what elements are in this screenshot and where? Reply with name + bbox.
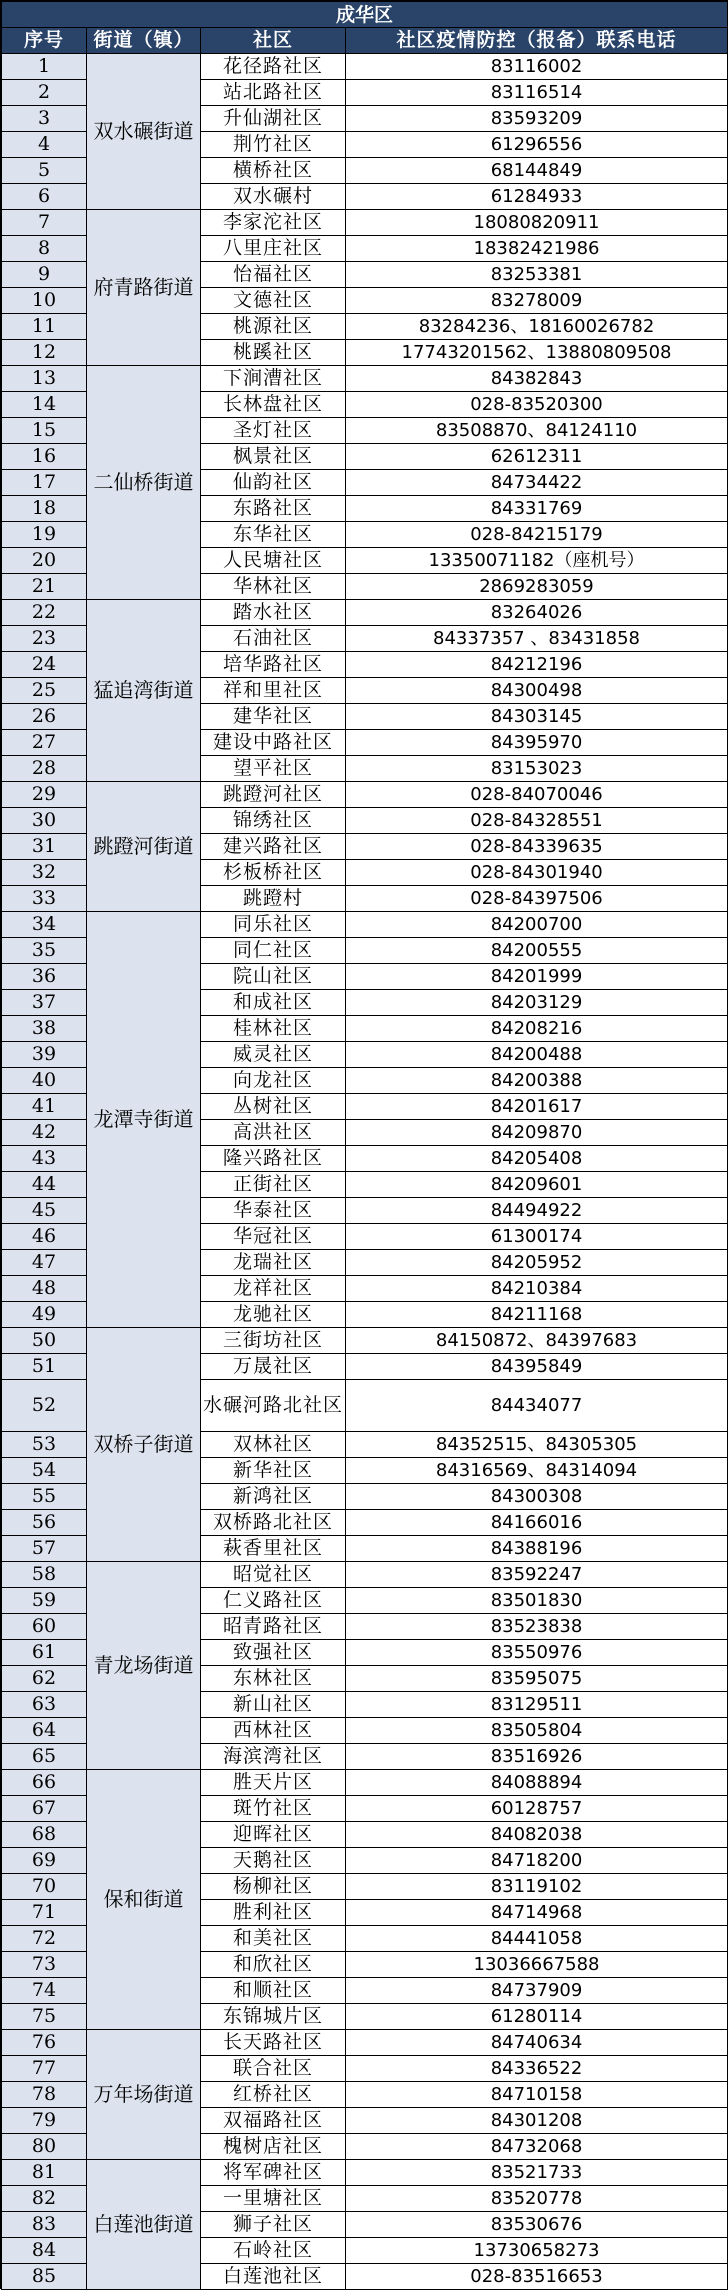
community-name: 下涧漕社区 bbox=[201, 366, 346, 392]
community-phone: 84395970 bbox=[346, 730, 728, 756]
community-phone: 83264026 bbox=[346, 600, 728, 626]
row-seq: 34 bbox=[2, 912, 87, 938]
community-name: 东华社区 bbox=[201, 522, 346, 548]
row-seq: 62 bbox=[2, 1666, 87, 1692]
community-name: 昭觉社区 bbox=[201, 1562, 346, 1588]
row-seq: 58 bbox=[2, 1562, 87, 1588]
community-phone: 2869283059 bbox=[346, 574, 728, 600]
row-seq: 5 bbox=[2, 158, 87, 184]
row-seq: 42 bbox=[2, 1120, 87, 1146]
community-name: 双水碾村 bbox=[201, 184, 346, 210]
community-name: 院山社区 bbox=[201, 964, 346, 990]
row-seq: 78 bbox=[2, 2082, 87, 2108]
community-name: 昭青路社区 bbox=[201, 1614, 346, 1640]
community-name: 枫景社区 bbox=[201, 444, 346, 470]
community-phone: 17743201562、13880809508 bbox=[346, 340, 728, 366]
community-phone: 18382421986 bbox=[346, 236, 728, 262]
community-phone: 84088894 bbox=[346, 1770, 728, 1796]
community-phone: 84303145 bbox=[346, 704, 728, 730]
row-seq: 44 bbox=[2, 1172, 87, 1198]
community-phone: 83523838 bbox=[346, 1614, 728, 1640]
community-phone: 84734422 bbox=[346, 470, 728, 496]
community-name: 龙瑞社区 bbox=[201, 1250, 346, 1276]
table-row bbox=[2, 210, 728, 236]
community-name: 致强社区 bbox=[201, 1640, 346, 1666]
row-seq: 72 bbox=[2, 1926, 87, 1952]
community-phone: 83253381 bbox=[346, 262, 728, 288]
community-name: 踏水社区 bbox=[201, 600, 346, 626]
community-name: 和欣社区 bbox=[201, 1952, 346, 1978]
community-name: 同乐社区 bbox=[201, 912, 346, 938]
table-row bbox=[2, 1562, 728, 1588]
community-name: 华林社区 bbox=[201, 574, 346, 600]
community-name: 隆兴路社区 bbox=[201, 1146, 346, 1172]
row-seq: 23 bbox=[2, 626, 87, 652]
community-name: 双林社区 bbox=[201, 1432, 346, 1458]
community-name: 怡福社区 bbox=[201, 262, 346, 288]
row-seq: 16 bbox=[2, 444, 87, 470]
row-seq: 4 bbox=[2, 132, 87, 158]
community-name: 胜利社区 bbox=[201, 1900, 346, 1926]
community-name: 正街社区 bbox=[201, 1172, 346, 1198]
community-phone: 84740634 bbox=[346, 2030, 728, 2056]
community-phone: 84200700 bbox=[346, 912, 728, 938]
community-phone: 84300498 bbox=[346, 678, 728, 704]
community-name: 胜天片区 bbox=[201, 1770, 346, 1796]
community-phone: 83153023 bbox=[346, 756, 728, 782]
community-name: 高洪社区 bbox=[201, 1120, 346, 1146]
row-seq: 21 bbox=[2, 574, 87, 600]
row-seq: 46 bbox=[2, 1224, 87, 1250]
community-name: 东路社区 bbox=[201, 496, 346, 522]
community-name: 斑竹社区 bbox=[201, 1796, 346, 1822]
community-phone-table bbox=[1, 1, 728, 2290]
community-name: 白莲池社区 bbox=[201, 2264, 346, 2290]
community-name: 长林盘社区 bbox=[201, 392, 346, 418]
row-seq: 12 bbox=[2, 340, 87, 366]
community-phone: 83530676 bbox=[346, 2212, 728, 2238]
community-phone: 84210384 bbox=[346, 1276, 728, 1302]
row-seq: 64 bbox=[2, 1718, 87, 1744]
community-phone: 028-83516653 bbox=[346, 2264, 728, 2290]
row-seq: 82 bbox=[2, 2186, 87, 2212]
header-row bbox=[2, 28, 728, 54]
row-seq: 81 bbox=[2, 2160, 87, 2186]
community-name: 跳蹬村 bbox=[201, 886, 346, 912]
community-phone: 028-84301940 bbox=[346, 860, 728, 886]
community-name: 龙祥社区 bbox=[201, 1276, 346, 1302]
table-row bbox=[2, 782, 728, 808]
table-row bbox=[2, 1328, 728, 1354]
community-phone: 028-84328551 bbox=[346, 808, 728, 834]
table-row bbox=[2, 366, 728, 392]
community-phone: 84201617 bbox=[346, 1094, 728, 1120]
community-phone: 84205952 bbox=[346, 1250, 728, 1276]
community-name: 天鹅社区 bbox=[201, 1848, 346, 1874]
community-phone: 83119102 bbox=[346, 1874, 728, 1900]
community-name: 桃蹊社区 bbox=[201, 340, 346, 366]
community-phone: 84316569、84314094 bbox=[346, 1458, 728, 1484]
community-phone: 83278009 bbox=[346, 288, 728, 314]
community-phone: 83520778 bbox=[346, 2186, 728, 2212]
row-seq: 14 bbox=[2, 392, 87, 418]
row-seq: 10 bbox=[2, 288, 87, 314]
row-seq: 75 bbox=[2, 2004, 87, 2030]
community-phone: 13350071182（座机号） bbox=[346, 548, 728, 574]
row-seq: 7 bbox=[2, 210, 87, 236]
row-seq: 11 bbox=[2, 314, 87, 340]
row-seq: 2 bbox=[2, 80, 87, 106]
row-seq: 85 bbox=[2, 2264, 87, 2290]
community-phone: 61296556 bbox=[346, 132, 728, 158]
row-seq: 71 bbox=[2, 1900, 87, 1926]
district-title: 成华区 bbox=[2, 2, 728, 28]
row-seq: 22 bbox=[2, 600, 87, 626]
header-community: 社区 bbox=[201, 28, 346, 54]
community-phone: 84300308 bbox=[346, 1484, 728, 1510]
row-seq: 20 bbox=[2, 548, 87, 574]
community-phone: 84212196 bbox=[346, 652, 728, 678]
community-name: 三街坊社区 bbox=[201, 1328, 346, 1354]
community-phone: 84150872、84397683 bbox=[346, 1328, 728, 1354]
row-seq: 36 bbox=[2, 964, 87, 990]
community-phone: 83593209 bbox=[346, 106, 728, 132]
table-row bbox=[2, 600, 728, 626]
community-name: 祥和里社区 bbox=[201, 678, 346, 704]
row-seq: 38 bbox=[2, 1016, 87, 1042]
community-phone: 83505804 bbox=[346, 1718, 728, 1744]
row-seq: 28 bbox=[2, 756, 87, 782]
community-phone: 83116514 bbox=[346, 80, 728, 106]
community-name: 桂林社区 bbox=[201, 1016, 346, 1042]
row-seq: 56 bbox=[2, 1510, 87, 1536]
row-seq: 52 bbox=[2, 1380, 87, 1432]
community-phone: 028-83520300 bbox=[346, 392, 728, 418]
row-seq: 30 bbox=[2, 808, 87, 834]
community-name: 跳蹬河社区 bbox=[201, 782, 346, 808]
table-body bbox=[2, 54, 728, 2290]
row-seq: 19 bbox=[2, 522, 87, 548]
row-seq: 31 bbox=[2, 834, 87, 860]
community-name: 槐树店社区 bbox=[201, 2134, 346, 2160]
community-phone: 83521733 bbox=[346, 2160, 728, 2186]
row-seq: 53 bbox=[2, 1432, 87, 1458]
row-seq: 18 bbox=[2, 496, 87, 522]
table-row bbox=[2, 1770, 728, 1796]
community-name: 双福路社区 bbox=[201, 2108, 346, 2134]
community-phone: 83595075 bbox=[346, 1666, 728, 1692]
row-seq: 67 bbox=[2, 1796, 87, 1822]
header-seq: 序号 bbox=[2, 28, 87, 54]
row-seq: 69 bbox=[2, 1848, 87, 1874]
row-seq: 68 bbox=[2, 1822, 87, 1848]
community-phone: 84208216 bbox=[346, 1016, 728, 1042]
community-phone: 62612311 bbox=[346, 444, 728, 470]
row-seq: 15 bbox=[2, 418, 87, 444]
community-phone: 84710158 bbox=[346, 2082, 728, 2108]
community-phone: 028-84397506 bbox=[346, 886, 728, 912]
row-seq: 37 bbox=[2, 990, 87, 1016]
community-phone: 13730658273 bbox=[346, 2238, 728, 2264]
community-name: 站北路社区 bbox=[201, 80, 346, 106]
row-seq: 17 bbox=[2, 470, 87, 496]
row-seq: 57 bbox=[2, 1536, 87, 1562]
street-name: 白莲池街道 bbox=[87, 2160, 201, 2290]
row-seq: 77 bbox=[2, 2056, 87, 2082]
community-name: 石岭社区 bbox=[201, 2238, 346, 2264]
community-phone: 83284236、18160026782 bbox=[346, 314, 728, 340]
row-seq: 25 bbox=[2, 678, 87, 704]
community-name: 人民塘社区 bbox=[201, 548, 346, 574]
community-name: 仙韵社区 bbox=[201, 470, 346, 496]
community-name: 杨柳社区 bbox=[201, 1874, 346, 1900]
community-name: 培华路社区 bbox=[201, 652, 346, 678]
table-row bbox=[2, 2030, 728, 2056]
community-phone: 84331769 bbox=[346, 496, 728, 522]
community-phone: 84200388 bbox=[346, 1068, 728, 1094]
community-phone: 84166016 bbox=[346, 1510, 728, 1536]
community-phone: 18080820911 bbox=[346, 210, 728, 236]
row-seq: 29 bbox=[2, 782, 87, 808]
street-name: 双桥子街道 bbox=[87, 1328, 201, 1562]
community-phone: 61280114 bbox=[346, 2004, 728, 2030]
row-seq: 9 bbox=[2, 262, 87, 288]
community-name: 锦绣社区 bbox=[201, 808, 346, 834]
community-phone: 028-84215179 bbox=[346, 522, 728, 548]
community-name: 迎晖社区 bbox=[201, 1822, 346, 1848]
header-phone: 社区疫情防控（报备）联系电话 bbox=[346, 28, 728, 54]
community-name: 双桥路北社区 bbox=[201, 1510, 346, 1536]
community-name: 桃源社区 bbox=[201, 314, 346, 340]
row-seq: 80 bbox=[2, 2134, 87, 2160]
table-row bbox=[2, 912, 728, 938]
row-seq: 33 bbox=[2, 886, 87, 912]
street-name: 二仙桥街道 bbox=[87, 366, 201, 600]
community-phone: 84082038 bbox=[346, 1822, 728, 1848]
community-phone: 84205408 bbox=[346, 1146, 728, 1172]
community-phone: 83592247 bbox=[346, 1562, 728, 1588]
row-seq: 60 bbox=[2, 1614, 87, 1640]
community-name: 威灵社区 bbox=[201, 1042, 346, 1068]
row-seq: 1 bbox=[2, 54, 87, 80]
row-seq: 40 bbox=[2, 1068, 87, 1094]
community-name: 建兴路社区 bbox=[201, 834, 346, 860]
community-phone: 84209601 bbox=[346, 1172, 728, 1198]
community-name: 建华社区 bbox=[201, 704, 346, 730]
community-phone: 84203129 bbox=[346, 990, 728, 1016]
street-name: 龙潭寺街道 bbox=[87, 912, 201, 1328]
table-row bbox=[2, 2160, 728, 2186]
community-name: 花径路社区 bbox=[201, 54, 346, 80]
community-phone: 83550976 bbox=[346, 1640, 728, 1666]
community-name: 东锦城片区 bbox=[201, 2004, 346, 2030]
street-name: 万年场街道 bbox=[87, 2030, 201, 2160]
community-name: 华冠社区 bbox=[201, 1224, 346, 1250]
community-name: 荆竹社区 bbox=[201, 132, 346, 158]
community-phone: 83516926 bbox=[346, 1744, 728, 1770]
community-name: 和顺社区 bbox=[201, 1978, 346, 2004]
row-seq: 41 bbox=[2, 1094, 87, 1120]
community-name: 万晟社区 bbox=[201, 1354, 346, 1380]
community-phone: 84737909 bbox=[346, 1978, 728, 2004]
community-phone: 028-84339635 bbox=[346, 834, 728, 860]
row-seq: 47 bbox=[2, 1250, 87, 1276]
row-seq: 24 bbox=[2, 652, 87, 678]
community-phone: 84201999 bbox=[346, 964, 728, 990]
row-seq: 65 bbox=[2, 1744, 87, 1770]
row-seq: 48 bbox=[2, 1276, 87, 1302]
row-seq: 51 bbox=[2, 1354, 87, 1380]
community-phone: 84714968 bbox=[346, 1900, 728, 1926]
community-name: 仁义路社区 bbox=[201, 1588, 346, 1614]
row-seq: 54 bbox=[2, 1458, 87, 1484]
community-phone: 028-84070046 bbox=[346, 782, 728, 808]
community-phone: 60128757 bbox=[346, 1796, 728, 1822]
row-seq: 49 bbox=[2, 1302, 87, 1328]
community-phone: 13036667588 bbox=[346, 1952, 728, 1978]
community-phone: 84336522 bbox=[346, 2056, 728, 2082]
community-phone: 84494922 bbox=[346, 1198, 728, 1224]
community-name: 升仙湖社区 bbox=[201, 106, 346, 132]
community-phone: 84395849 bbox=[346, 1354, 728, 1380]
row-seq: 59 bbox=[2, 1588, 87, 1614]
community-name: 长天路社区 bbox=[201, 2030, 346, 2056]
community-name: 同仁社区 bbox=[201, 938, 346, 964]
row-seq: 6 bbox=[2, 184, 87, 210]
community-name: 将军碑社区 bbox=[201, 2160, 346, 2186]
community-phone: 84434077 bbox=[346, 1380, 728, 1432]
community-phone: 61300174 bbox=[346, 1224, 728, 1250]
street-name: 保和街道 bbox=[87, 1770, 201, 2030]
community-name: 联合社区 bbox=[201, 2056, 346, 2082]
community-phone: 84200555 bbox=[346, 938, 728, 964]
row-seq: 45 bbox=[2, 1198, 87, 1224]
row-seq: 63 bbox=[2, 1692, 87, 1718]
community-phone: 84732068 bbox=[346, 2134, 728, 2160]
table-row bbox=[2, 54, 728, 80]
community-name: 新山社区 bbox=[201, 1692, 346, 1718]
header-street: 街道（镇） bbox=[87, 28, 201, 54]
row-seq: 50 bbox=[2, 1328, 87, 1354]
row-seq: 83 bbox=[2, 2212, 87, 2238]
community-name: 圣灯社区 bbox=[201, 418, 346, 444]
row-seq: 26 bbox=[2, 704, 87, 730]
community-name: 向龙社区 bbox=[201, 1068, 346, 1094]
community-name: 红桥社区 bbox=[201, 2082, 346, 2108]
community-name: 八里庄社区 bbox=[201, 236, 346, 262]
community-name: 李家沱社区 bbox=[201, 210, 346, 236]
row-seq: 84 bbox=[2, 2238, 87, 2264]
community-phone: 84337357 、83431858 bbox=[346, 626, 728, 652]
community-name: 一里塘社区 bbox=[201, 2186, 346, 2212]
community-phone: 84211168 bbox=[346, 1302, 728, 1328]
street-name: 猛追湾街道 bbox=[87, 600, 201, 782]
row-seq: 70 bbox=[2, 1874, 87, 1900]
row-seq: 13 bbox=[2, 366, 87, 392]
community-name: 西林社区 bbox=[201, 1718, 346, 1744]
community-phone: 61284933 bbox=[346, 184, 728, 210]
row-seq: 66 bbox=[2, 1770, 87, 1796]
community-name: 丛树社区 bbox=[201, 1094, 346, 1120]
community-name: 华泰社区 bbox=[201, 1198, 346, 1224]
community-name: 建设中路社区 bbox=[201, 730, 346, 756]
community-name: 新华社区 bbox=[201, 1458, 346, 1484]
row-seq: 61 bbox=[2, 1640, 87, 1666]
community-name: 和成社区 bbox=[201, 990, 346, 1016]
row-seq: 27 bbox=[2, 730, 87, 756]
community-name: 和美社区 bbox=[201, 1926, 346, 1952]
row-seq: 32 bbox=[2, 860, 87, 886]
row-seq: 3 bbox=[2, 106, 87, 132]
row-seq: 8 bbox=[2, 236, 87, 262]
community-phone: 83501830 bbox=[346, 1588, 728, 1614]
community-name: 杉板桥社区 bbox=[201, 860, 346, 886]
community-phone: 84301208 bbox=[346, 2108, 728, 2134]
community-phone: 68144849 bbox=[346, 158, 728, 184]
row-seq: 55 bbox=[2, 1484, 87, 1510]
community-name: 石油社区 bbox=[201, 626, 346, 652]
community-phone: 83116002 bbox=[346, 54, 728, 80]
row-seq: 43 bbox=[2, 1146, 87, 1172]
row-seq: 73 bbox=[2, 1952, 87, 1978]
community-name: 龙驰社区 bbox=[201, 1302, 346, 1328]
title-row bbox=[2, 2, 728, 28]
community-name: 文德社区 bbox=[201, 288, 346, 314]
community-phone: 84388196 bbox=[346, 1536, 728, 1562]
street-name: 府青路街道 bbox=[87, 210, 201, 366]
community-phone: 83129511 bbox=[346, 1692, 728, 1718]
community-phone: 84209870 bbox=[346, 1120, 728, 1146]
community-name: 东林社区 bbox=[201, 1666, 346, 1692]
community-phone: 84200488 bbox=[346, 1042, 728, 1068]
row-seq: 35 bbox=[2, 938, 87, 964]
community-name: 萩香里社区 bbox=[201, 1536, 346, 1562]
community-phone: 84352515、84305305 bbox=[346, 1432, 728, 1458]
row-seq: 39 bbox=[2, 1042, 87, 1068]
street-name: 青龙场街道 bbox=[87, 1562, 201, 1770]
community-phone: 83508870、84124110 bbox=[346, 418, 728, 444]
community-name: 水碾河路北社区 bbox=[201, 1380, 346, 1432]
community-name: 狮子社区 bbox=[201, 2212, 346, 2238]
community-name: 望平社区 bbox=[201, 756, 346, 782]
community-phone: 84441058 bbox=[346, 1926, 728, 1952]
row-seq: 79 bbox=[2, 2108, 87, 2134]
street-name: 跳蹬河街道 bbox=[87, 782, 201, 912]
community-name: 横桥社区 bbox=[201, 158, 346, 184]
street-name: 双水碾街道 bbox=[87, 54, 201, 210]
row-seq: 74 bbox=[2, 1978, 87, 2004]
community-phone: 84718200 bbox=[346, 1848, 728, 1874]
community-name: 新鸿社区 bbox=[201, 1484, 346, 1510]
row-seq: 76 bbox=[2, 2030, 87, 2056]
community-phone: 84382843 bbox=[346, 366, 728, 392]
community-name: 海滨湾社区 bbox=[201, 1744, 346, 1770]
